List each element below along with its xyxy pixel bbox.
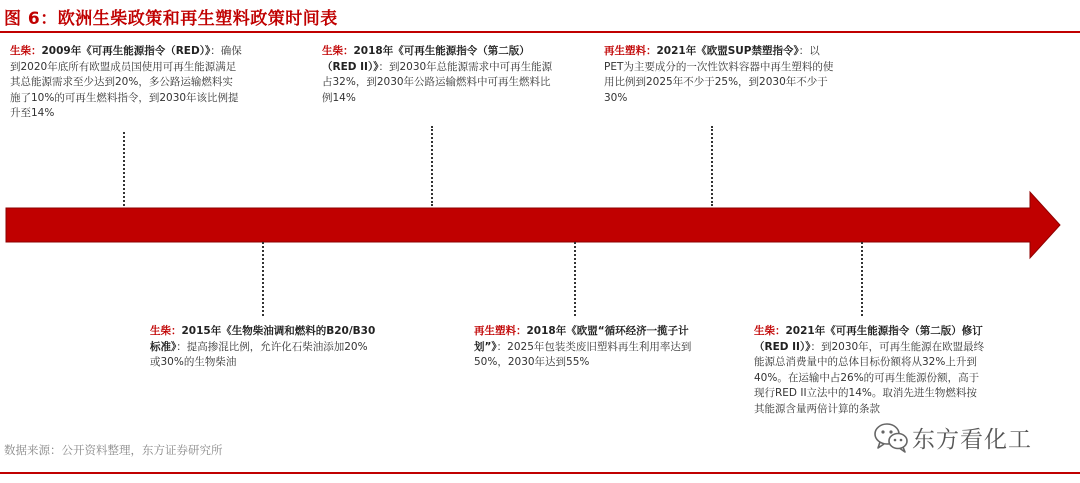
figure-title: 图 6：欧洲生柴政策和再生塑料政策时间表: [4, 9, 338, 29]
event-2018-circular-economy: [474, 324, 706, 371]
brand-name: 东方看化工: [912, 426, 1032, 453]
event-heading: 2018年《可再生能源指令（第二版）（RED II）》: [322, 45, 530, 73]
event-2018-red-ii: [322, 44, 554, 106]
event-body: ：到2030年总能源需求中可再生能源占32%，到2030年公路运输燃料中可再生燃料比例14%: [322, 60, 553, 104]
event-2009-red: [10, 44, 242, 122]
connector-2018b: [574, 242, 576, 316]
timeline-arrow: [0, 186, 1080, 264]
footer-divider: [0, 472, 1080, 474]
connector-2021a: [711, 126, 713, 206]
wechat-icon: [872, 420, 910, 454]
event-category: 生柴：: [150, 325, 182, 337]
event-heading: 2021年《可再生能源指令（第二版）修订（RED II）》: [754, 325, 983, 353]
event-heading: 2018年《欧盟“循环经济一揽子计划”》: [474, 325, 689, 353]
title-divider: [0, 31, 1080, 33]
brand-watermark: [872, 420, 1032, 454]
event-body: ：2025年包装类废旧塑料再生利用率达到50%，2030年达到55%: [474, 340, 692, 368]
event-heading: 2015年《生物柴油调和燃料的B20/B30标准》: [150, 325, 376, 353]
event-2021-red-ii-revision: [754, 324, 986, 417]
connector-2015: [262, 242, 264, 316]
event-body: ：到2030年，可再生能源在欧盟最终能源总消费量中的总体目标份额将从32%上升到40%。在运输中占26%的可再生能源份额，高于现行RED II立法中的14%。取消先进生物燃料按其能源含量两倍计算的条款: [754, 340, 985, 415]
connector-2018a: [431, 126, 433, 206]
event-heading: 2009年《可再生能源指令（RED）》: [41, 45, 211, 57]
event-body: ：以PET为主要成分的一次性饮料容器中再生塑料的使用比例到2025年不少于25%，到2030年不少于30%: [604, 45, 834, 104]
event-2015-b20-b30: [150, 324, 378, 371]
event-category: 生柴：: [10, 45, 42, 57]
event-category: 再生塑料：: [474, 325, 527, 337]
connector-2009: [123, 132, 125, 206]
event-category: 生柴：: [754, 325, 786, 337]
event-category: 再生塑料：: [604, 45, 657, 57]
connector-2021b: [861, 242, 863, 316]
event-body: ：确保到2020年底所有欧盟成员国使用可再生能源满足其总能源需求至少达到20%，多公路运输燃料实施了10%的可再生燃料指令，到2030年该比例提升至14%: [10, 45, 242, 119]
event-heading: 2021年《欧盟SUP禁塑指令》: [656, 45, 799, 57]
event-2021-sup: [604, 44, 836, 106]
event-category: 生柴：: [322, 45, 354, 57]
event-body: ：提高掺混比例，允许化石柴油添加20%或30%的生物柴油: [150, 340, 368, 368]
source-note: 数据来源：公开资料整理，东方证券研究所: [4, 443, 223, 457]
